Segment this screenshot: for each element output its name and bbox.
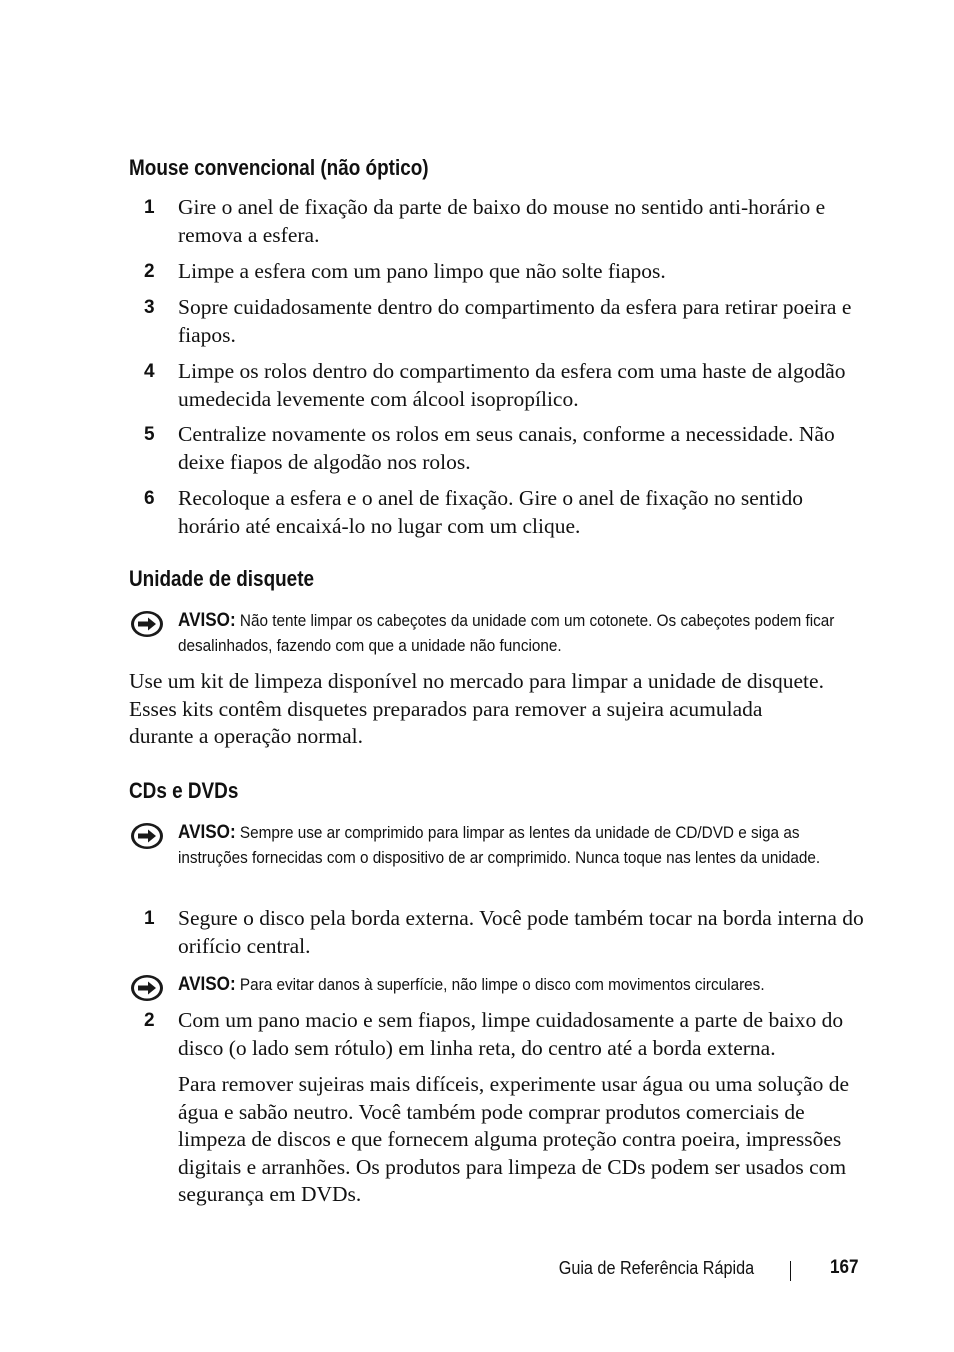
step-extra-text: Para remover sujeiras mais difíceis, experimente usar água ou uma solução de água e sabão neutro. Você também pode comprar produtos comerciais de limpeza de discos e que fornecem alguma proteção contra poeira, impressões digitais e arranhões. Os produtos para limpeza de CDs podem ser usados com segurança em DVDs. (178, 1072, 850, 1206)
section-title-mouse: Mouse convencional (não óptico) (129, 155, 429, 180)
step-number: 2 (144, 1010, 155, 1031)
footer-title: Guia de Referência Rápida (558, 1258, 754, 1278)
step-text: Limpe a esfera com um pano limpo que não solte fiapos. (178, 259, 666, 283)
notice-body: Para evitar danos à superfície, não limpe o disco com movimentos circulares. (239, 975, 765, 994)
notice-text (178, 608, 862, 658)
footer-divider (790, 1261, 791, 1281)
section-title-floppy: Unidade de disquete (129, 566, 315, 591)
step-number: 1 (144, 908, 155, 929)
notice-body: Sempre use ar comprimido para limpar as lentes da unidade de CD/DVD e siga as instruções fornecidas com o dispositivo de ar comprimido. Nunca toque nas lentes da unidade. (178, 823, 821, 867)
step-number: 6 (144, 488, 155, 509)
step-text: Recoloque a esfera e o anel de fixação. Gire o anel de fixação no sentido horário até encaixá-lo no lugar com um clique. (178, 486, 804, 538)
notice-label: AVISO: (178, 610, 236, 631)
notice-arrow-icon (130, 822, 164, 850)
notice-text (178, 820, 862, 870)
step-number: 3 (144, 297, 155, 318)
notice-text (178, 972, 862, 997)
notice-body: Não tente limpar os cabeçotes da unidade com um cotonete. Os cabeçotes podem ficar desalinhados, fazendo com que a unidade não funcione. (178, 611, 835, 655)
step-text: Limpe os rolos dentro do compartimento da esfera com uma haste de algodão umedecida levemente com álcool isopropílico. (178, 359, 846, 411)
step-number: 5 (144, 424, 155, 445)
notice-label: AVISO: (178, 974, 236, 995)
notice-arrow-icon (130, 610, 164, 638)
page-footer (0, 1256, 954, 1284)
step-text: Gire o anel de fixação da parte de baixo do mouse no sentido anti-horário e remova a esfera. (178, 195, 826, 247)
notice-label: AVISO: (178, 822, 236, 843)
step-text: Com um pano macio e sem fiapos, limpe cuidadosamente a parte de baixo do disco (o lado sem rótulo) em linha reta, do centro até a borda externa. (178, 1008, 844, 1060)
step-text: Segure o disco pela borda externa. Você pode também tocar na borda interna do orifício central. (178, 906, 864, 958)
step-text: Sopre cuidadosamente dentro do compartimento da esfera para retirar poeira e fiapos. (178, 295, 852, 347)
step-number: 1 (144, 197, 155, 218)
step-text: Centralize novamente os rolos em seus canais, conforme a necessidade. Não deixe fiapos de algodão nos rolos. (178, 422, 835, 474)
floppy-body-text: Use um kit de limpeza disponível no mercado para limpar a unidade de disquete. Esses kits contêm disquetes preparados para remover a sujeira acumulada durante a operação normal. (129, 669, 824, 748)
step-number: 2 (144, 261, 155, 282)
step-number: 4 (144, 361, 155, 382)
section-title-cds: CDs e DVDs (129, 778, 239, 803)
page-number: 167 (830, 1257, 859, 1278)
notice-arrow-icon (130, 974, 164, 1002)
